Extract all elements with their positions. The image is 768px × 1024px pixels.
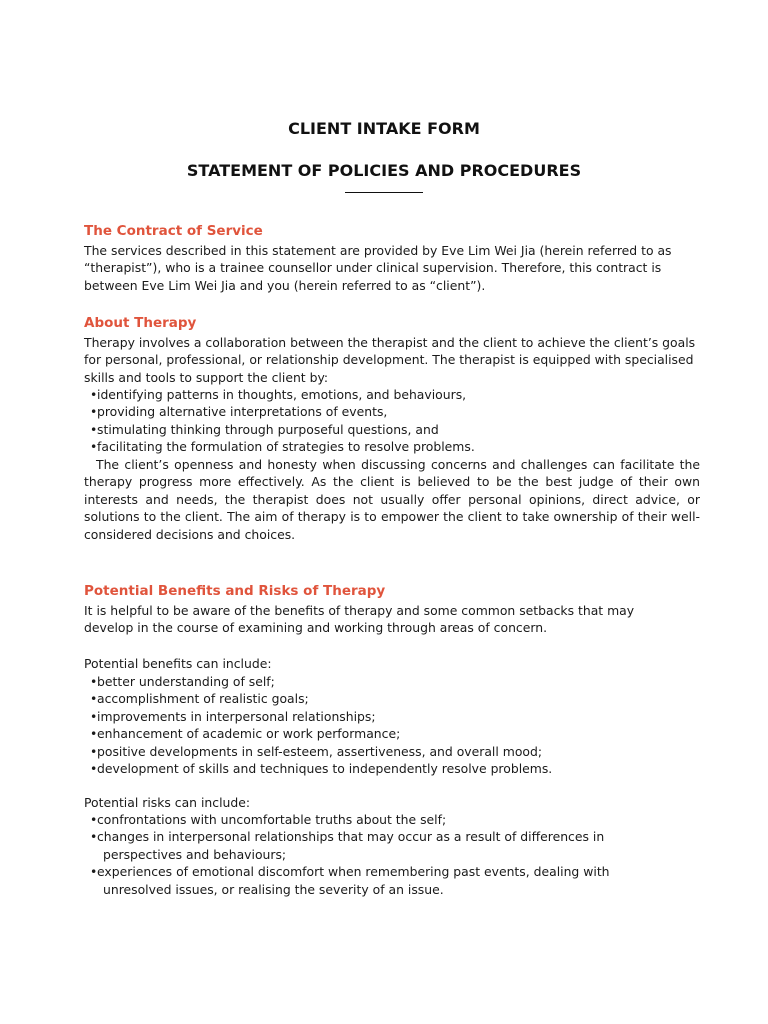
form-title: CLIENT INTAKE FORM: [288, 119, 480, 138]
section-heading-benefits-risks: Potential Benefits and Risks of Therapy: [84, 583, 386, 599]
list-item: •improvements in interpersonal relationships;: [90, 708, 376, 724]
bullet-icon: •: [90, 761, 98, 777]
benefits-risks-intro: It is helpful to be aware of the benefits of therapy and some common setbacks that may develop in the course of examining and working through areas of concern.: [84, 603, 635, 636]
bullet-icon: •: [90, 674, 98, 689]
risks-label: Potential risks can include:: [84, 795, 251, 810]
section-heading-about: About Therapy: [84, 315, 197, 331]
list-item: •confrontations with uncomfortable truths about the self;: [90, 812, 447, 827]
benefits-list: [90, 673, 690, 777]
title-divider: [345, 192, 423, 193]
bullet-icon: •: [90, 404, 98, 420]
list-item: •enhancement of academic or work performance;: [90, 726, 401, 742]
contract-body: The services described in this statement are provided by Eve Lim Wei Jia (herein referred to as “therapist”), who is a trainee counsellor under clinical supervision. Therefore, this contract is between Eve Lim Wei Jia and you (herein referred to as “client”).: [84, 243, 672, 293]
about-bullet-list: [90, 386, 690, 456]
list-item: •positive developments in self-esteem, assertiveness, and overall mood;: [90, 743, 543, 759]
bullet-icon: •: [90, 829, 98, 845]
form-subtitle: STATEMENT OF POLICIES AND PROCEDURES: [186, 161, 582, 180]
bullet-icon: •: [90, 812, 98, 827]
about-intro: Therapy involves a collaboration between the therapist and the client to achieve the client’s goals for personal, professional, or relationship development. The therapist is equipped with specialised skills and tools to support the client by:: [84, 335, 696, 385]
list-item: •facilitating the formulation of strategies to resolve problems.: [90, 439, 475, 455]
benefits-label: Potential benefits can include:: [84, 656, 272, 671]
list-item: •experiences of emotional discomfort when remembering past events, dealing with unresolved issues, or realising the severity of an issue.: [90, 864, 610, 897]
bullet-icon: •: [90, 421, 98, 437]
about-closing: The client’s openness and honesty when discussing concerns and challenges can facilitate the therapy progress more effectively. As the client is believed to be the best judge of their own interests and needs, the therapist does not usually offer personal opinions, direct advice, or solutions to the client. The aim of therapy is to empower the client to take ownership of their well-considered decisions and choices.: [84, 457, 700, 542]
risks-list: [90, 811, 620, 898]
bullet-icon: •: [90, 864, 98, 880]
list-item: •providing alternative interpretations of events,: [90, 404, 388, 420]
list-item: •changes in interpersonal relationships that may occur as a result of differences in perspectives and behaviours;: [90, 829, 605, 862]
list-item: •accomplishment of realistic goals;: [90, 691, 309, 707]
bullet-icon: •: [90, 726, 98, 742]
list-item: •development of skills and techniques to independently resolve problems.: [90, 761, 553, 777]
section-heading-contract: The Contract of Service: [84, 223, 263, 239]
bullet-icon: •: [90, 743, 98, 759]
list-item: •better understanding of self;: [90, 674, 275, 689]
bullet-icon: •: [90, 439, 98, 455]
list-item: •stimulating thinking through purposeful questions, and: [90, 421, 439, 437]
bullet-icon: •: [90, 708, 98, 724]
bullet-icon: •: [90, 691, 98, 707]
bullet-icon: •: [90, 387, 98, 402]
list-item: •identifying patterns in thoughts, emotions, and behaviours,: [90, 387, 467, 402]
